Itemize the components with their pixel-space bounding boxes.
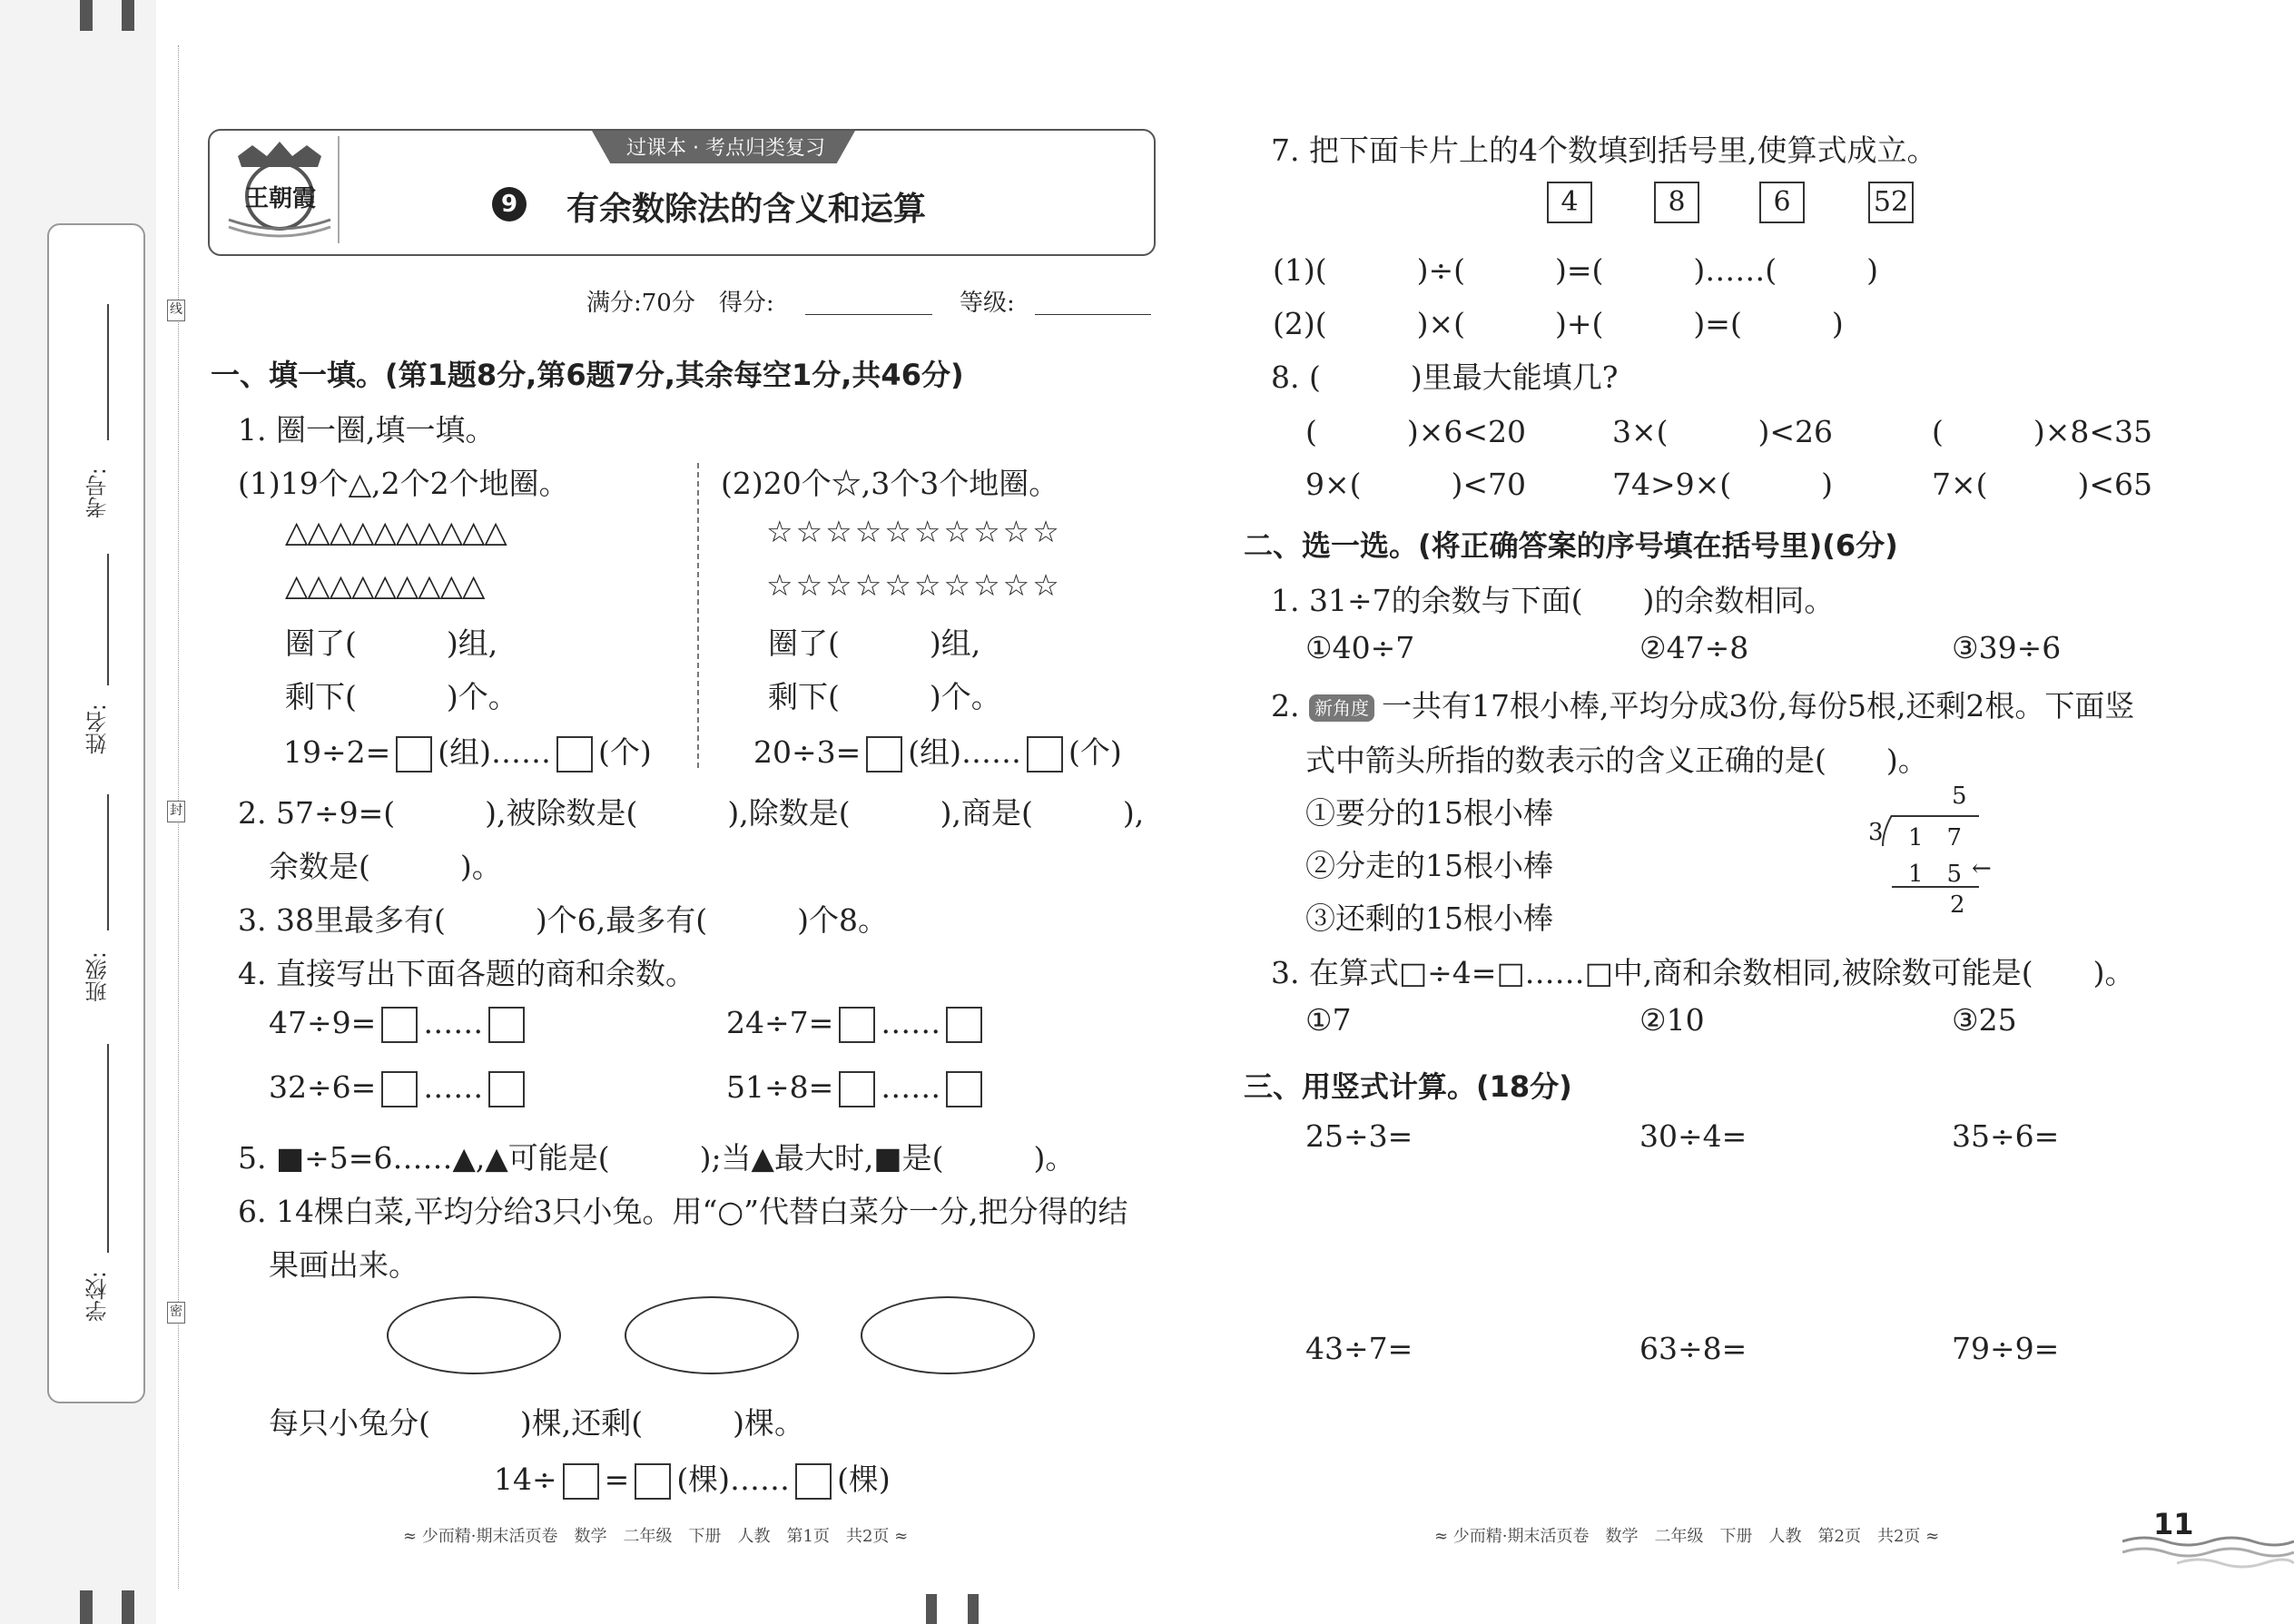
answer-box[interactable] [866,736,902,773]
q1-right-title: (2)20个☆,3个3个地圈。 [721,466,1059,501]
q3: 3. 38里最多有( )个6,最多有( )个8。 [238,902,888,938]
q1-left-remainder: 剩下( )个。 [285,679,518,714]
s3-problem: 43÷7= [1305,1331,1413,1366]
division-product: 1 5 [1908,861,1963,888]
q8-item: 74>9×( ) [1612,467,1834,502]
number-card: 4 [1547,182,1592,223]
school-field[interactable] [107,1044,109,1253]
answer-box[interactable] [381,1071,418,1107]
ellipsis: …… [423,1005,484,1040]
name-label: 姓名: [85,704,111,755]
equation-text: 19÷2= [283,734,391,770]
equation-text: 14÷ [494,1462,557,1497]
lesson-number-badge: 9 [492,187,527,221]
q1-title: 1. 圈一圈,填一填。 [238,412,496,448]
q8-item: 3×( )<26 [1612,414,1834,449]
seal-marker: 封 [167,801,185,822]
q4-item [269,1069,530,1107]
q7-title: 7. 把下面卡片上的4个数填到括号里,使算式成立。 [1271,133,1937,168]
page-title: 有余数除法的含义和运算 [566,191,927,228]
q1-left-equation [283,729,652,773]
equation-text: (组)…… [908,734,1022,770]
q7-line-1: (1)( )÷( )=( )……( ) [1273,252,1879,288]
answer-box[interactable] [946,1071,982,1107]
s3-problem: 25÷3= [1305,1118,1413,1154]
q7-line-2: (2)( )×( )+( )=( ) [1273,306,1844,341]
logo-text: 王朝霞 [245,185,317,212]
q1-left-title: (1)19个△,2个2个地圈。 [238,466,569,501]
s2-q2-option: ②分走的15根小棒 [1305,848,1553,883]
logo [225,136,340,243]
page-number: 11 [2153,1507,2194,1541]
seal-marker: 密 [167,1302,185,1324]
s2-q2-line-2: 式中箭头所指的数表示的含义正确的是( )。 [1305,743,1928,778]
division-divisor: 3 [1868,819,1884,846]
q6-equation [494,1456,891,1500]
equation-text: (棵) [837,1462,891,1497]
registration-mark [80,0,93,31]
s2-q1-option: ②47÷8 [1639,630,1749,665]
answer-box[interactable] [795,1463,832,1500]
q4-title: 4. 直接写出下面各题的商和余数。 [238,956,695,991]
triangle-row-1: △△△△△△△△△△ [285,514,507,549]
section-3-heading: 三、用竖式计算。(18分) [1244,1069,1572,1104]
s2-q1: 1. 31÷7的余数与下面( )的余数相同。 [1271,583,1835,618]
q8-title: 8. ( )里最大能填几? [1271,359,1619,395]
q4-item [726,1005,988,1043]
s3-problem: 35÷6= [1952,1118,2060,1154]
division-quotient: 5 [1952,782,1967,810]
q4-expression: 24÷7= [726,1005,834,1040]
q6-answer: 每只小兔分( )棵,还剩( )棵。 [269,1405,804,1441]
exam-number-field[interactable] [107,304,109,440]
school-label: 学校: [85,1271,111,1323]
footer-left: ≈ 少而精·期末活页卷 数学 二年级 下册 人教 第1页 共2页 ≈ [403,1527,909,1546]
s2-q2-option: ①要分的15根小棒 [1305,795,1553,831]
answer-box[interactable] [1027,736,1063,773]
score-field[interactable] [805,314,932,315]
number-card: 8 [1654,182,1699,223]
seal-marker: 线 [167,300,185,321]
answer-box[interactable] [556,736,593,773]
equation-text: (棵)…… [676,1462,791,1497]
s3-problem: 79÷9= [1952,1331,2060,1366]
s3-problem: 63÷8= [1639,1331,1748,1366]
footer-right: ≈ 少而精·期末活页卷 数学 二年级 下册 人教 第2页 共2页 ≈ [1434,1527,1940,1546]
answer-box[interactable] [839,1007,875,1043]
registration-mark [968,1594,979,1624]
q5: 5. ■÷5=6……▲,▲可能是( );当▲最大时,■是( )。 [238,1140,1076,1176]
s2-q3-option: ①7 [1305,1002,1352,1038]
registration-mark [122,1590,134,1624]
registration-mark [122,0,134,31]
ellipsis: …… [423,1069,484,1105]
answer-box[interactable] [396,736,432,773]
s2-q2-text: 一共有17根小棒,平均分成3份,每份5根,还剩2根。下面竖 [1381,688,2135,723]
division-bar [1892,815,1979,817]
q4-item [269,1005,530,1043]
answer-box[interactable] [946,1007,982,1043]
q8-item: 9×( )<70 [1305,467,1527,502]
q1-divider [697,463,699,768]
q8-item: 7×( )<65 [1932,467,2153,502]
q4-expression: 32÷6= [269,1069,377,1105]
answer-box[interactable] [635,1463,671,1500]
header-banner-text: 过课本 · 考点归类复习 [626,137,825,160]
q6-line-2: 果画出来。 [269,1247,418,1283]
q2-line-2: 余数是( )。 [269,849,502,884]
binding-box [47,223,145,1403]
grade-label: 等级: [960,290,1015,317]
division-arrow: ← [1972,855,1992,882]
drawing-oval[interactable] [387,1296,561,1374]
equation-text: (个) [1068,734,1122,770]
star-row-2: ☆☆☆☆☆☆☆☆☆☆ [766,567,1062,603]
wave-decoration-icon [2122,1534,2294,1570]
equation-text: = [604,1462,630,1497]
class-label: 班级: [85,951,111,1003]
answer-box[interactable] [563,1463,599,1500]
answer-box[interactable] [381,1007,418,1043]
registration-mark [926,1594,937,1624]
q1-right-remainder: 剩下( )个。 [768,679,1001,714]
star-row-1: ☆☆☆☆☆☆☆☆☆☆ [766,514,1062,549]
q4-expression: 51÷8= [726,1069,834,1105]
name-field[interactable] [107,554,109,685]
division-line [1892,886,1979,888]
q8-item: ( )×8<35 [1932,414,2153,449]
s3-problem: 30÷4= [1639,1118,1748,1154]
equation-text: (组)…… [438,734,552,770]
q6-line-1: 6. 14棵白菜,平均分给3只小兔。用“○”代替白菜分一分,把分得的结 [238,1194,1128,1229]
s2-q2-option: ③还剩的15根小棒 [1305,901,1553,936]
q1-right-groups: 圈了( )组, [768,625,981,661]
registration-mark [80,1590,93,1624]
number-card: 6 [1759,182,1805,223]
s2-q1-option: ③39÷6 [1952,630,2062,665]
score-line: 满分:70分 得分: [586,290,774,317]
s2-q3: 3. 在算式□÷4=□……□中,商和余数相同,被除数可能是( )。 [1271,955,2135,990]
q4-item [726,1069,988,1107]
drawing-oval[interactable] [625,1296,799,1374]
section-2-heading: 二、选一选。(将正确答案的序号填在括号里)(6分) [1244,528,1898,563]
section-1-heading: 一、填一填。(第1题8分,第6题7分,其余每空1分,共46分) [211,358,964,392]
q2-line-1: 2. 57÷9=( ),被除数是( ),除数是( ),商是( ), [238,795,1145,831]
q4-expression: 47÷9= [269,1005,377,1040]
drawing-oval[interactable] [861,1296,1035,1374]
ellipsis: …… [881,1069,941,1105]
s2-q1-option: ①40÷7 [1305,630,1415,665]
number-card: 52 [1868,182,1914,223]
new-angle-badge: 新角度 [1309,694,1374,722]
ellipsis: …… [881,1005,941,1040]
equation-text: (个) [598,734,652,770]
triangle-row-2: △△△△△△△△△ [285,567,485,603]
equation-text: 20÷3= [753,734,861,770]
s2-q3-option: ③25 [1952,1002,2017,1038]
class-field[interactable] [107,794,109,930]
division-remainder: 2 [1950,891,1965,919]
division-dividend: 1 7 [1908,824,1963,851]
q1-right-equation [753,729,1122,773]
grade-field[interactable] [1035,314,1151,315]
answer-box[interactable] [839,1071,875,1107]
exam-number-label: 考号: [85,468,111,519]
s2-q3-option: ②10 [1639,1002,1705,1038]
q8-item: ( )×6<20 [1305,414,1527,449]
answer-box[interactable] [488,1071,525,1107]
q1-left-groups: 圈了( )组, [285,625,498,661]
answer-box[interactable] [488,1007,525,1043]
s2-q2-line-1: 2. 新角度 一共有17根小棒,平均分成3份,每份5根,还剩2根。下面竖 [1271,688,2135,723]
